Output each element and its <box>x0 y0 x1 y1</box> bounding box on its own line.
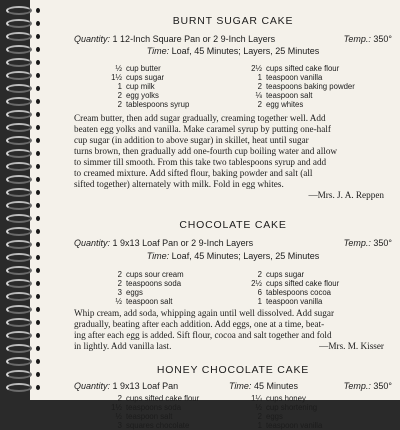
directions-line: turns brown, then gradually add one-fourth cup boiling water and allow <box>74 146 338 156</box>
ingredient-amount: 2 <box>117 91 122 100</box>
ingredient <box>244 288 339 297</box>
ingredient-item: squares chocolate <box>126 421 190 430</box>
spiral-coil <box>6 344 32 353</box>
quantity-value: 1 9x13 Loaf Pan or 2 9-Inch Layers <box>112 238 254 248</box>
ingredient-item: teaspoon vanilla <box>266 421 323 430</box>
recipe-title: BURNT SUGAR CAKE <box>172 15 294 27</box>
ingredient-amount: 1½ <box>111 73 122 82</box>
ingredient-item: tablespoons syrup <box>126 100 190 109</box>
ingredient-amount: 2 <box>257 270 262 279</box>
ingredient-item: teaspoons soda <box>126 279 182 288</box>
recipe-title: HONEY CHOCOLATE CAKE <box>156 364 310 376</box>
temp-label: Temp.: <box>343 381 371 391</box>
ingredient-amount: 6 <box>257 288 262 297</box>
ingredient-amount: 2½ <box>251 64 262 73</box>
recipe-directions <box>74 113 392 190</box>
temp-label: Temp.: <box>343 34 371 44</box>
recipe-signature: —Mrs. J. A. Reppen <box>308 190 384 200</box>
ingredient <box>244 270 339 279</box>
spiral-coil <box>6 253 32 262</box>
ingredient-item: cups sifted cake flour <box>266 64 340 73</box>
spiral-coil <box>6 84 32 93</box>
time <box>229 381 298 392</box>
punch-hole <box>36 307 40 312</box>
ingredient-item: cups honey <box>266 394 306 403</box>
spiral-coil <box>6 188 32 197</box>
punch-hole <box>36 151 40 156</box>
ingredient <box>104 270 184 279</box>
quantity-label: Quantity: <box>74 238 111 248</box>
temp <box>344 238 392 249</box>
quantity-value: 1 9x13 Loaf Pan <box>112 381 179 391</box>
ingredient <box>104 73 189 82</box>
ingredient-item: teaspoon salt <box>126 297 173 306</box>
spiral-coil <box>6 110 32 119</box>
spiral-coil <box>6 214 32 223</box>
directions-line: sifted together) alternately with milk. Fold in egg whites. <box>74 179 284 189</box>
ingredient <box>244 82 355 91</box>
ingredient-amount: 1 <box>257 297 262 306</box>
ingredient-amount: 2 <box>117 100 122 109</box>
spiral-coil <box>6 370 32 379</box>
time-label: Time: <box>146 46 170 56</box>
ingredient-amount: ½ <box>115 297 122 306</box>
time-label: Time: <box>146 251 170 261</box>
ingredient-amount: 3 <box>117 288 122 297</box>
spiral-coil <box>6 175 32 184</box>
spiral-coil <box>6 58 32 67</box>
ingredient-item: cup butter <box>126 64 161 73</box>
ingredient-item: teaspoon vanilla <box>266 297 323 306</box>
ingredient <box>244 100 355 109</box>
punch-hole <box>36 8 40 13</box>
recipe-quantity-line <box>74 34 392 45</box>
punch-hole <box>36 294 40 299</box>
ingredient <box>104 91 189 100</box>
quantity-label: Quantity: <box>74 34 111 44</box>
spiral-coil <box>6 45 32 54</box>
temp-value: 350° <box>373 238 392 248</box>
time-label: Time: <box>229 381 252 391</box>
punch-hole <box>36 281 40 286</box>
ingredient-item: cup milk <box>126 82 155 91</box>
punch-hole <box>36 385 40 390</box>
ingredient <box>244 403 322 412</box>
recipe-signature: —Mrs. M. Kisser <box>319 341 384 351</box>
spiral-coil <box>6 71 32 80</box>
ingredient <box>244 91 355 100</box>
directions-line: Cream butter, then add sugar gradually, creaming together well. Add <box>74 113 326 123</box>
punch-hole <box>36 203 40 208</box>
ingredient-item: teaspoon vanilla <box>266 73 323 82</box>
ingredient-item: cups sifted cake flour <box>126 394 200 403</box>
punch-hole <box>36 320 40 325</box>
ingredient-amount: ½ <box>115 64 122 73</box>
ingredient <box>104 297 184 306</box>
punch-hole <box>36 112 40 117</box>
ingredient-amount: 2 <box>117 394 122 403</box>
time-value: Loaf, 45 Minutes; Layers, 25 Minutes <box>171 251 320 261</box>
ingredient-amount: 3 <box>117 421 122 430</box>
recipe-time-line <box>74 251 392 262</box>
punch-hole <box>36 138 40 143</box>
temp-label: Temp.: <box>343 238 371 248</box>
spiral-coil <box>6 149 32 158</box>
quantity-value: 1 12-Inch Square Pan or 2 9-Inch Layers <box>112 34 276 44</box>
ingredient-amount: 1 <box>257 73 262 82</box>
spiral-coil <box>6 357 32 366</box>
punch-hole <box>36 125 40 130</box>
directions-line: in lightly. Add vanilla last. <box>74 341 172 351</box>
spiral-coil <box>6 162 32 171</box>
punch-hole <box>36 73 40 78</box>
temp <box>344 381 392 392</box>
ingredient-amount: 1¼ <box>251 394 262 403</box>
directions-line: ing after each egg is added. Sift flour, cocoa and salt together and fold <box>74 330 332 340</box>
temp <box>344 34 392 45</box>
ingredient <box>104 279 184 288</box>
punch-hole <box>36 60 40 65</box>
punch-hole <box>36 229 40 234</box>
ingredient-amount: 2 <box>117 279 122 288</box>
ingredients-right <box>244 270 339 306</box>
directions-line: beaten egg yolks and vanilla. Make caramel syrup by putting one-half <box>74 124 331 134</box>
spiral-coil <box>6 266 32 275</box>
time-value: 45 Minutes <box>253 381 298 391</box>
punch-hole <box>36 86 40 91</box>
ingredient-amount: 2 <box>257 412 262 421</box>
ingredient <box>104 403 199 412</box>
ingredients-right <box>244 64 355 109</box>
ingredient-item: teaspoons soda <box>126 403 182 412</box>
ingredient-amount: ½ <box>115 412 122 421</box>
spiral-coil <box>6 201 32 210</box>
spiral-coil <box>6 227 32 236</box>
directions-line: to creamed mixture. Add sifted flour, baking powder and salt (all <box>74 168 313 178</box>
ingredient-amount: ½ <box>255 403 262 412</box>
punch-hole <box>36 99 40 104</box>
ingredient-item: cups sugar <box>126 73 165 82</box>
punch-hole <box>36 242 40 247</box>
directions-line: cup sugar (in addition to above sugar) in skillet, heat until sugar <box>74 135 309 145</box>
spiral-coil <box>6 305 32 314</box>
ingredient <box>244 73 355 82</box>
punch-hole <box>36 21 40 26</box>
ingredient <box>104 288 184 297</box>
directions-line: to simmer till smooth. From this take two tablespoons syrup and add <box>74 157 327 167</box>
ingredients-left <box>104 394 199 430</box>
ingredient <box>244 64 355 73</box>
punch-hole <box>36 346 40 351</box>
spiral-coil <box>6 318 32 327</box>
spiral-coil <box>6 123 32 132</box>
punch-hole <box>36 34 40 39</box>
ingredient-item: tablespoons cocoa <box>266 288 332 297</box>
ingredient-item: teaspoon salt <box>126 412 173 421</box>
directions-line: gradually, beating after each addition. Add eggs, one at a time, beat- <box>74 319 325 329</box>
spiral-coil <box>6 6 32 15</box>
ingredient <box>244 394 322 403</box>
ingredients-left <box>104 270 184 306</box>
spiral-coil <box>6 279 32 288</box>
recipe-title: CHOCOLATE CAKE <box>179 219 287 231</box>
ingredients-left <box>104 64 189 109</box>
spiral-coil <box>6 19 32 28</box>
punch-hole <box>36 268 40 273</box>
ingredient <box>104 100 189 109</box>
punch-hole <box>36 255 40 260</box>
ingredient-item: eggs <box>126 288 143 297</box>
punch-hole <box>36 164 40 169</box>
ingredient-item: teaspoon salt <box>266 91 313 100</box>
ingredient <box>104 64 189 73</box>
spiral-coil <box>6 331 32 340</box>
ingredient <box>244 421 322 430</box>
spiral-binding <box>2 0 32 400</box>
punch-hole <box>36 216 40 221</box>
ingredient-item: cup shortening <box>266 403 318 412</box>
punch-hole <box>36 47 40 52</box>
ingredient-amount: 1 <box>117 82 122 91</box>
spiral-coil <box>6 240 32 249</box>
punch-hole <box>36 177 40 182</box>
ingredient-amount: ⅛ <box>255 91 262 100</box>
ingredient <box>244 412 322 421</box>
ingredient <box>104 412 199 421</box>
ingredient-item: eggs <box>266 412 283 421</box>
directions-line: Whip cream, add soda, whipping again until well dissolved. Add sugar <box>74 308 335 318</box>
ingredient-item: cups sour cream <box>126 270 184 279</box>
spiral-coil <box>6 292 32 301</box>
ingredient-item: teaspoons baking powder <box>266 82 355 91</box>
spiral-coil <box>6 383 32 392</box>
ingredient-amount: 2 <box>257 100 262 109</box>
ingredient-item: egg yolks <box>126 91 159 100</box>
temp-value: 350° <box>373 381 392 391</box>
recipe-quantity-line <box>74 381 392 392</box>
ingredient <box>104 394 199 403</box>
ingredient <box>104 82 189 91</box>
spiral-coil <box>6 97 32 106</box>
ingredient-amount: 2½ <box>251 279 262 288</box>
ingredient-amount: 1 <box>257 421 262 430</box>
ingredient-amount: 2 <box>117 270 122 279</box>
time-value: Loaf, 45 Minutes; Layers, 25 Minutes <box>171 46 320 56</box>
quantity-label: Quantity: <box>74 381 111 391</box>
ingredients-right <box>244 394 322 430</box>
recipe-time-line <box>74 46 392 57</box>
punch-hole <box>36 372 40 377</box>
spiral-coil <box>6 136 32 145</box>
punch-hole <box>36 359 40 364</box>
ingredient <box>244 297 339 306</box>
temp-value: 350° <box>373 34 392 44</box>
ingredient <box>244 279 339 288</box>
ingredient <box>104 421 199 430</box>
ingredient-item: egg whites <box>266 100 304 109</box>
cookbook-page <box>30 0 400 430</box>
punch-hole <box>36 190 40 195</box>
punch-hole <box>36 333 40 338</box>
recipe-quantity-line <box>74 238 392 249</box>
ingredient-amount: 2 <box>257 82 262 91</box>
ingredient-amount: 1½ <box>111 403 122 412</box>
ingredient-item: cups sifted cake flour <box>266 279 340 288</box>
ingredient-item: cups sugar <box>266 270 305 279</box>
spiral-coil <box>6 32 32 41</box>
